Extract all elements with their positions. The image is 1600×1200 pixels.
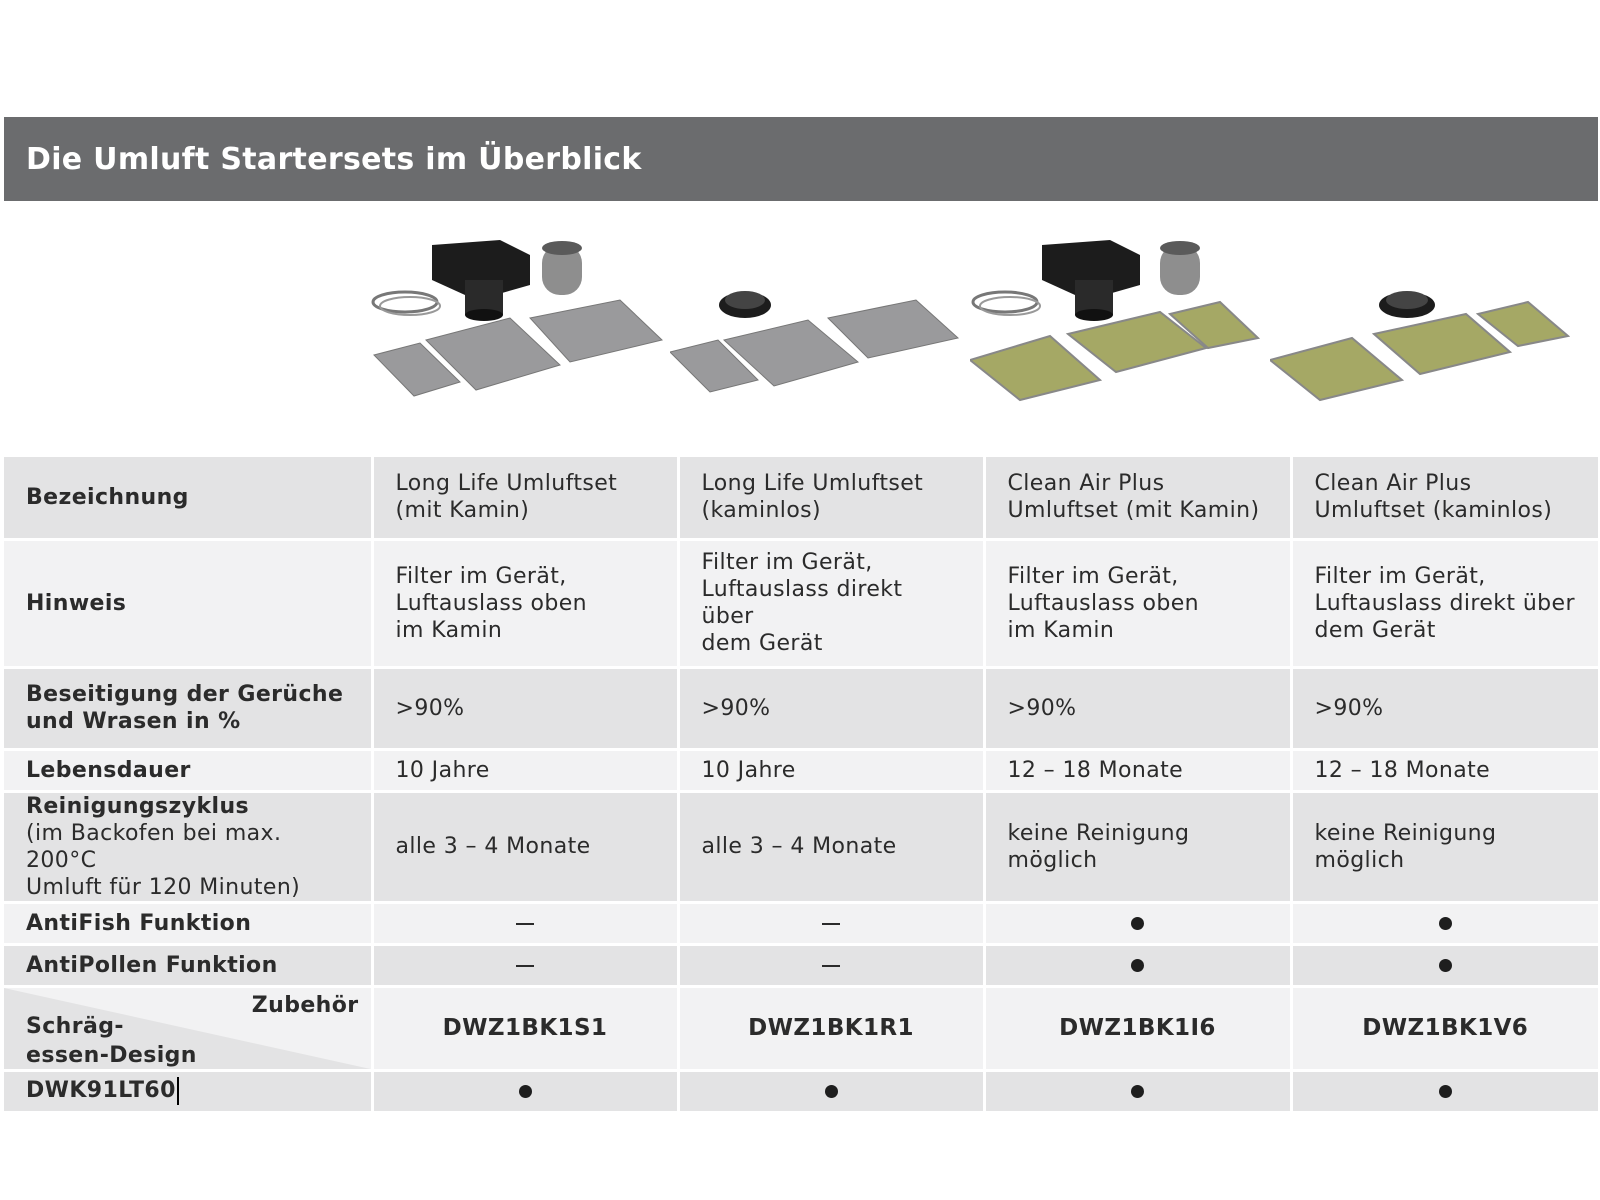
- accessory-code-1: DWZ1BK1S1: [372, 986, 678, 1070]
- dash-mark: [822, 965, 840, 967]
- bullet-dot: [1131, 1085, 1144, 1098]
- cell-antipollen-1: [372, 944, 678, 986]
- cell-lebensdauer-1: 10 Jahre: [372, 749, 678, 791]
- table-row-model: [4, 1070, 1598, 1112]
- table-row-antipollen: [4, 944, 1598, 986]
- cell-model-4: [1291, 1070, 1598, 1112]
- cell-reinigung-3: keine Reinigung möglich: [984, 791, 1291, 902]
- row-label: AntiPollen Funktion: [4, 944, 372, 986]
- cell-lebensdauer-4: 12 – 18 Monate: [1291, 749, 1598, 791]
- bullet-dot: [1131, 959, 1144, 972]
- cell-antipollen-4: [1291, 944, 1598, 986]
- row-label: Bezeichnung: [4, 457, 372, 539]
- bullet-dot: [1439, 917, 1452, 930]
- page-title: Die Umluft Startersets im Überblick: [4, 117, 1598, 201]
- cell-hinweis-4: Filter im Gerät, Luftauslass direkt über dem Gerät: [1291, 539, 1598, 667]
- accessory-code-2: DWZ1BK1R1: [678, 986, 984, 1070]
- dash-mark: [516, 965, 534, 967]
- product-images: [370, 230, 1598, 420]
- product-image-long-life-chimney: [370, 230, 670, 420]
- table-row-bezeichnung: [4, 457, 1598, 539]
- text-cursor: [177, 1077, 179, 1105]
- row-label: Hinweis: [4, 539, 372, 667]
- cell-bezeichnung-4: Clean Air Plus Umluftset (kaminlos): [1291, 457, 1598, 539]
- accessory-code-3: DWZ1BK1I6: [984, 986, 1291, 1070]
- cell-antipollen-2: [678, 944, 984, 986]
- row-label: DWK91LT60: [4, 1070, 372, 1112]
- cell-reinigung-4: keine Reinigung möglich: [1291, 791, 1598, 902]
- cell-bezeichnung-2: Long Life Umluftset (kaminlos): [678, 457, 984, 539]
- bullet-dot: [825, 1085, 838, 1098]
- table-row-lebensdauer: [4, 749, 1598, 791]
- cell-antifish-4: [1291, 902, 1598, 944]
- cell-reinigung-2: alle 3 – 4 Monate: [678, 791, 984, 902]
- bullet-dot: [1439, 1085, 1452, 1098]
- row-label: AntiFish Funktion: [4, 902, 372, 944]
- cell-beseitigung-3: >90%: [984, 667, 1291, 749]
- bullet-dot: [519, 1085, 532, 1098]
- cell-antipollen-3: [984, 944, 1291, 986]
- table-row-zubehoer: [4, 986, 1598, 1070]
- table-row-hinweis: [4, 539, 1598, 667]
- cell-model-2: [678, 1070, 984, 1112]
- bullet-dot: [1439, 959, 1452, 972]
- dash-mark: [516, 923, 534, 925]
- cell-bezeichnung-3: Clean Air Plus Umluftset (mit Kamin): [984, 457, 1291, 539]
- cell-antifish-1: [372, 902, 678, 944]
- cell-model-3: [984, 1070, 1291, 1112]
- cell-bezeichnung-1: Long Life Umluftset (mit Kamin): [372, 457, 678, 539]
- table-row-beseitigung: [4, 667, 1598, 749]
- cell-beseitigung-1: >90%: [372, 667, 678, 749]
- accessory-code-4: DWZ1BK1V6: [1291, 986, 1598, 1070]
- row-label: Reinigungszyklus (im Backofen bei max. 200°C Umluft für 120 Minuten): [4, 791, 372, 902]
- cell-beseitigung-4: >90%: [1291, 667, 1598, 749]
- cell-antifish-3: [984, 902, 1291, 944]
- bullet-dot: [1131, 917, 1144, 930]
- cell-antifish-2: [678, 902, 984, 944]
- cell-lebensdauer-2: 10 Jahre: [678, 749, 984, 791]
- row-label: Lebensdauer: [4, 749, 372, 791]
- row-label: Beseitigung der Gerüche und Wrasen in %: [4, 667, 372, 749]
- table-row-antifish: [4, 902, 1598, 944]
- cell-hinweis-1: Filter im Gerät, Luftauslass oben im Kamin: [372, 539, 678, 667]
- cell-model-1: [372, 1070, 678, 1112]
- dash-mark: [822, 923, 840, 925]
- cell-reinigung-1: alle 3 – 4 Monate: [372, 791, 678, 902]
- corner-label-zubehoer: Zubehör: [251, 992, 359, 1018]
- cell-beseitigung-2: >90%: [678, 667, 984, 749]
- table-row-reinigung: [4, 791, 1598, 902]
- product-image-clean-air-plus-chimneyless: [1270, 230, 1570, 420]
- product-image-clean-air-plus-chimney: [970, 230, 1270, 420]
- cell-hinweis-2: Filter im Gerät, Luftauslass direkt über dem Gerät: [678, 539, 984, 667]
- product-image-long-life-chimneyless: [670, 230, 970, 420]
- corner-header-cell: [4, 986, 372, 1070]
- cell-hinweis-3: Filter im Gerät, Luftauslass oben im Kamin: [984, 539, 1291, 667]
- cell-lebensdauer-3: 12 – 18 Monate: [984, 749, 1291, 791]
- corner-label-design: Schräg- essen-Design: [26, 1013, 197, 1068]
- comparison-table: [4, 457, 1598, 1114]
